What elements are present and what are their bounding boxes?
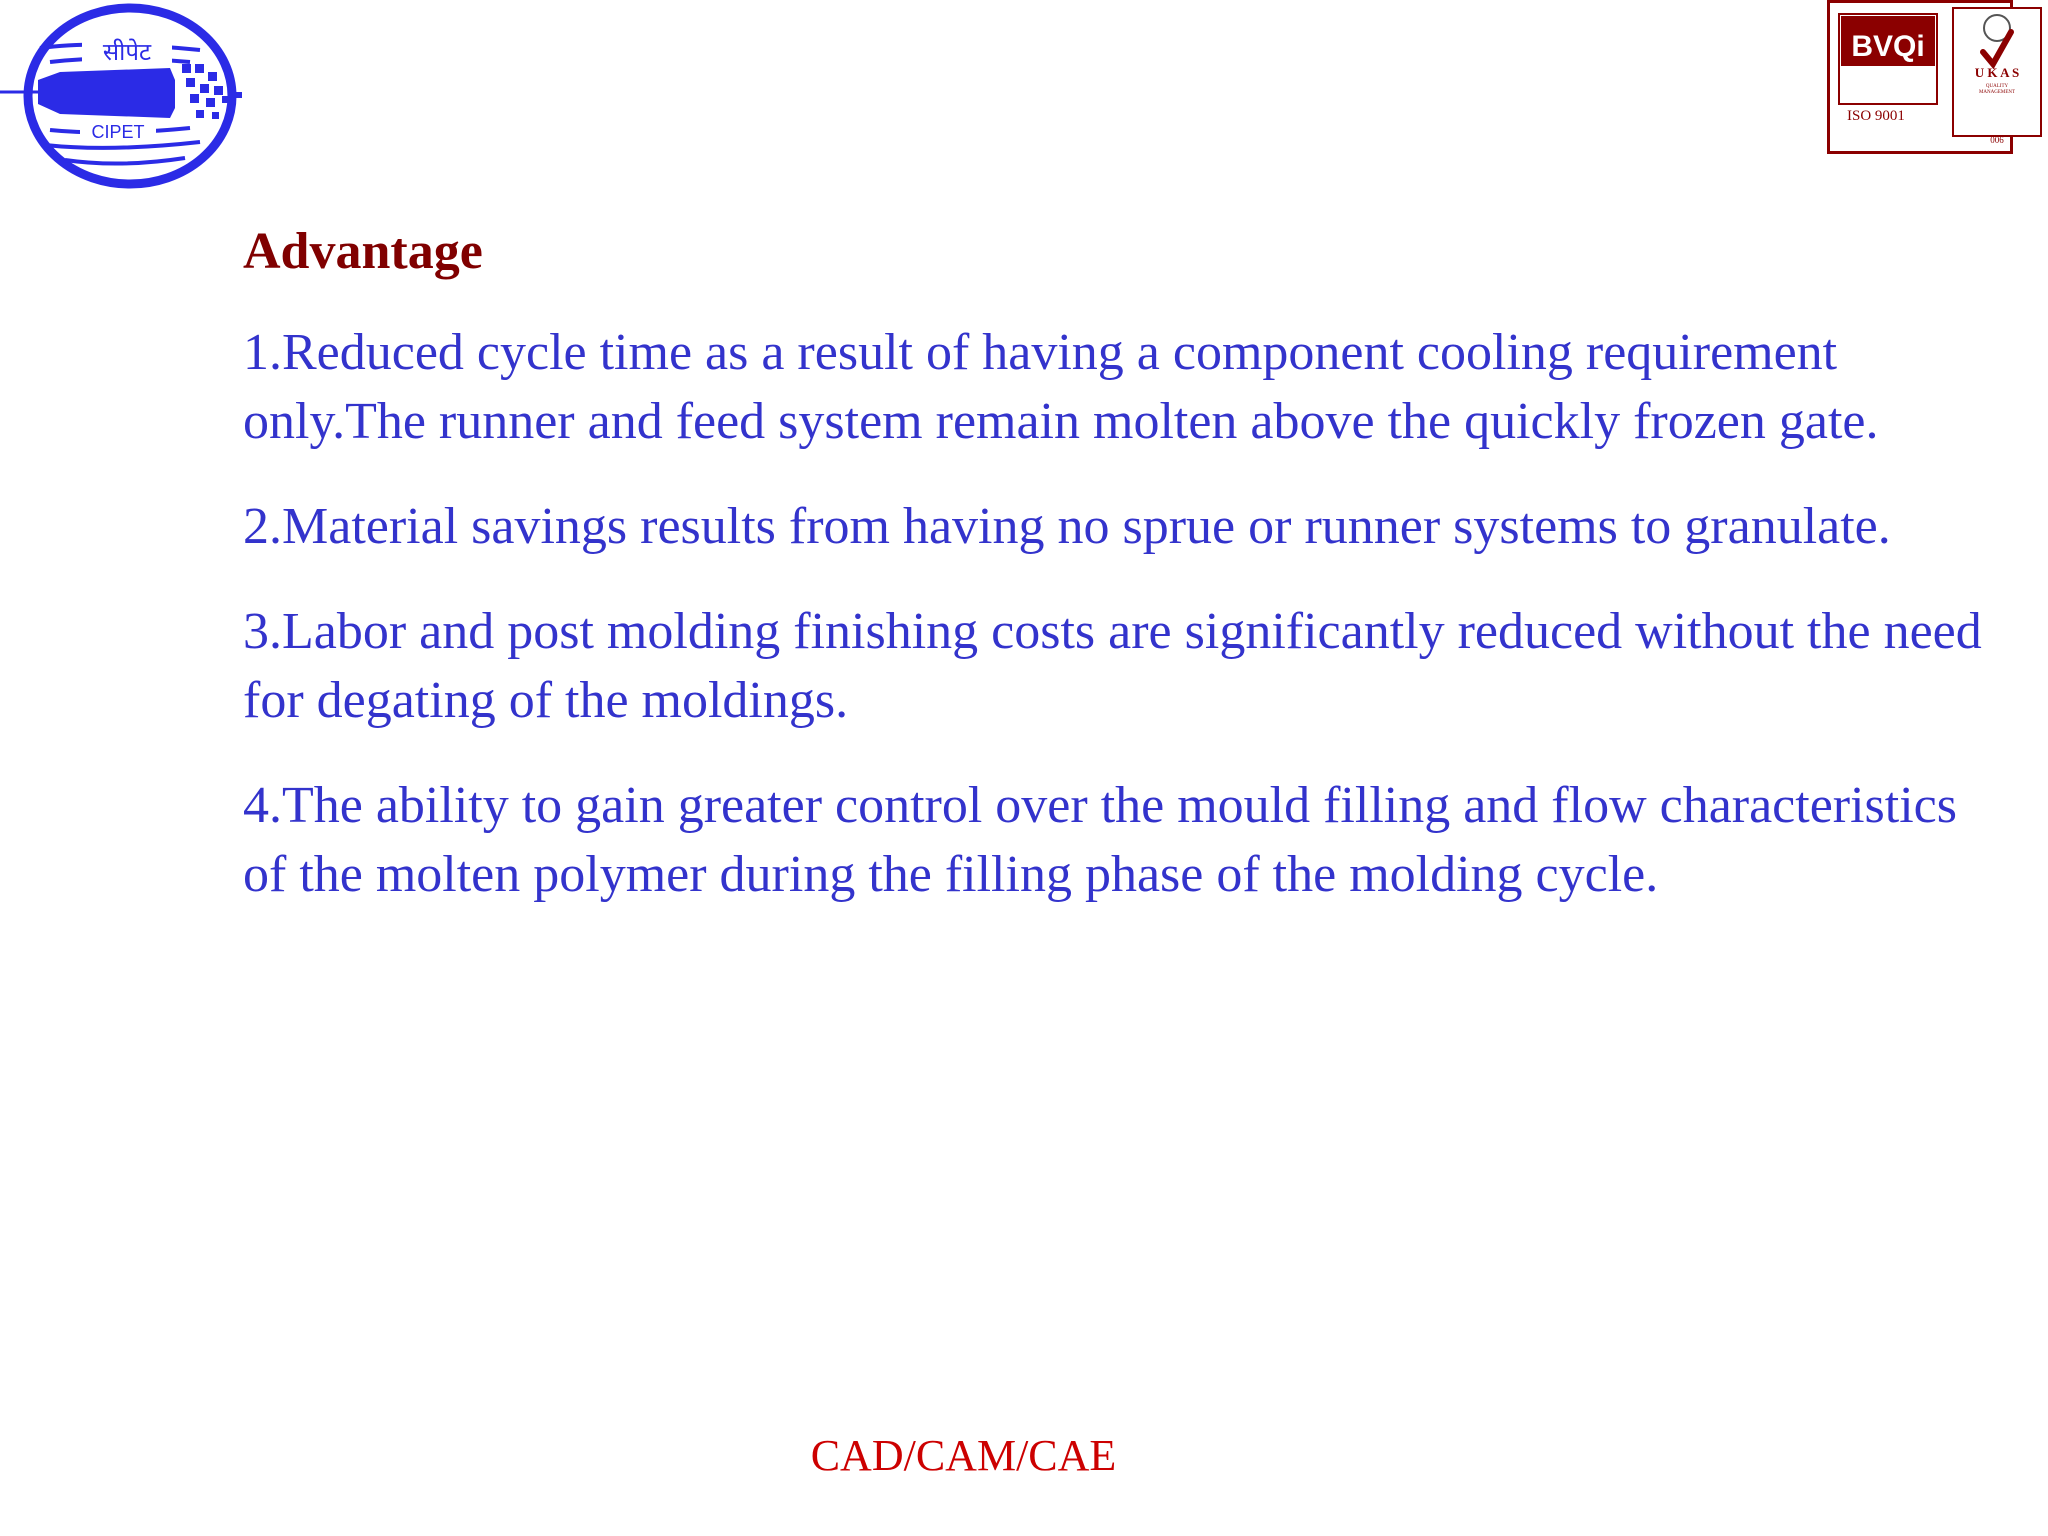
ukas-subtext-management: MANAGEMENT (1978, 90, 2016, 95)
advantage-list (243, 318, 2003, 945)
cipet-logo (0, 0, 260, 195)
advantage-item-4: 4.The ability to gain greater control over the mould filling and flow characteristics of the molten polymer during the filling phase of the molding cycle. (243, 777, 1957, 903)
advantage-item-3: 3.Labor and post molding finishing costs are significantly reduced without the need for degating of the moldings. (243, 603, 1982, 729)
bvqi-certification-logo (1827, 0, 2048, 155)
slide-heading: Advantage (243, 223, 483, 280)
ukas-subtext-quality: QUALITY (1985, 84, 2009, 89)
cipet-english-text: CIPET (91, 122, 145, 142)
advantage-item-2: 2.Material savings results from having no sprue or runner systems to granulate. (243, 498, 1891, 555)
iso-standard-text: ISO 9001 (1847, 108, 1905, 124)
slide-footer: CAD/CAM/CAE (810, 1431, 1117, 1480)
cipet-hindi-text: सीपेट (102, 38, 152, 66)
bvqi-brand-text: BVQi (1851, 30, 1925, 63)
advantage-item-1: 1.Reduced cycle time as a result of having a component cooling requirement only.The runner and feed system remain molten above the quickly frozen gate. (243, 324, 1879, 450)
ukas-text: U K A S (1974, 65, 2020, 80)
ukas-number: 006 (1990, 135, 2004, 145)
